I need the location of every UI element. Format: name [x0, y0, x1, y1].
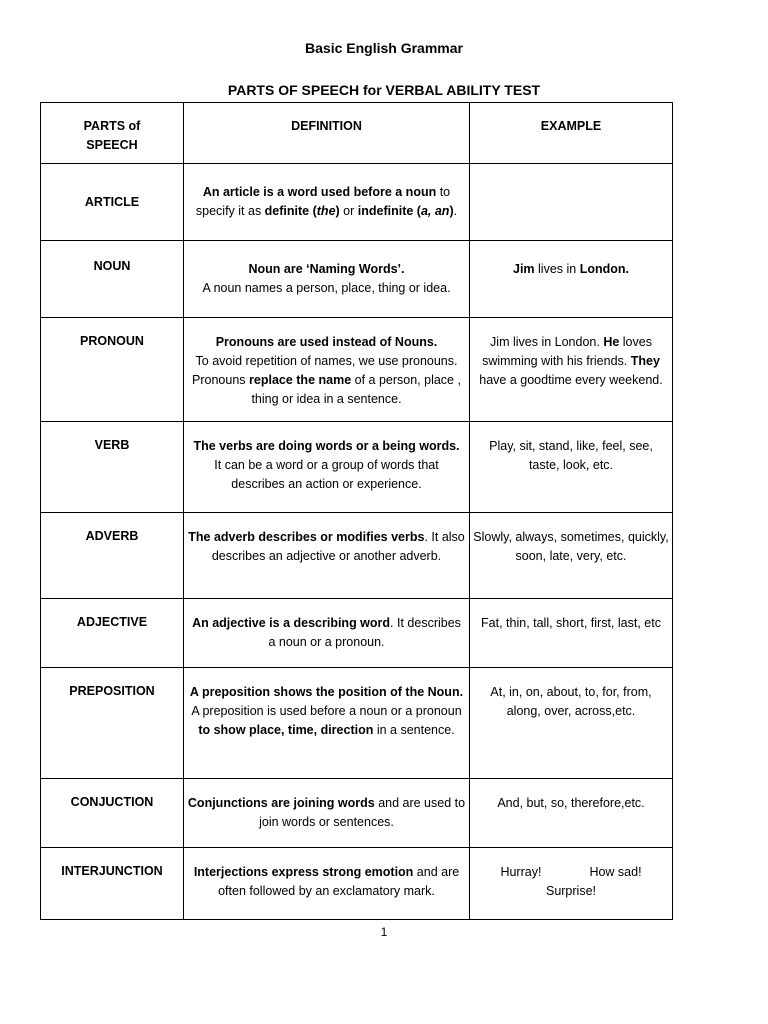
example-cell: [470, 848, 673, 920]
example-text: Slowly, always, sometimes, quickly, soon, late, very, etc.: [473, 530, 669, 563]
term-cell: PREPOSITION: [41, 668, 184, 779]
definition-cell: [184, 164, 470, 241]
example-text: London.: [579, 262, 629, 276]
header-parts-of-speech: [41, 103, 184, 164]
definition-text: An adjective is a describing word: [192, 616, 391, 630]
example-cell: [470, 599, 673, 668]
page-number: 1: [380, 925, 388, 939]
definition-text: and are often followed by an exclamatory mark.: [218, 865, 460, 898]
definition-text: replace the name: [249, 373, 352, 387]
term-cell: VERB: [41, 422, 184, 513]
table-row: [41, 318, 673, 422]
header-parts-of-speech-line2: SPEECH: [86, 138, 138, 152]
definition-text: Pronouns are used instead of Nouns.: [215, 335, 438, 349]
example-cell: [470, 779, 673, 848]
term-cell: PRONOUN: [41, 318, 184, 422]
table-row: [41, 779, 673, 848]
example-text: Hurray!: [500, 865, 542, 879]
example-text: Fat, thin, tall, short, first, last, etc: [481, 616, 661, 630]
definition-cell: [184, 599, 470, 668]
term-cell: INTERJUNCTION: [41, 848, 184, 920]
example-text: Surprise!: [545, 884, 597, 898]
definition-text: An article is a word used before a noun: [202, 185, 437, 199]
definition-cell: [184, 318, 470, 422]
example-cell: [470, 668, 673, 779]
example-text: How sad!: [589, 865, 642, 879]
header-parts-of-speech-line1: PARTS of: [83, 119, 141, 133]
header-example: EXAMPLE: [470, 103, 673, 164]
example-cell: [470, 164, 673, 241]
definition-cell: [184, 848, 470, 920]
parts-of-speech-table: [40, 102, 673, 920]
definition-text: definite (: [264, 204, 317, 218]
definition-text: A preposition shows the position of the Noun.: [189, 685, 464, 699]
example-text: Play, sit, stand, like, feel, see, taste, look, etc.: [489, 439, 653, 472]
example-text: And, but, so, therefore,etc.: [497, 796, 645, 810]
example-text: lives in: [534, 262, 580, 276]
term-cell: ADJECTIVE: [41, 599, 184, 668]
table-row: [41, 599, 673, 668]
term-cell: CONJUCTION: [41, 779, 184, 848]
definition-text: . It describes a noun or a pronoun.: [268, 616, 461, 649]
definition-text: The verbs are doing words or a being words.: [193, 439, 460, 453]
definition-text: and are used to join words or sentences.: [259, 796, 466, 829]
definition-text: indefinite (: [357, 204, 421, 218]
definition-text: It can be a word or a group of words that describes an action or experience.: [214, 458, 439, 491]
definition-text: Interjections express strong emotion: [193, 865, 414, 879]
definition-text: . It also describes an adjective or another adverb.: [211, 530, 465, 563]
example-text: Jim lives in London.: [490, 335, 604, 349]
definition-cell: [184, 513, 470, 599]
definition-cell: [184, 779, 470, 848]
definition-cell: [184, 241, 470, 318]
definition-text: A preposition is used before a noun or a pronoun: [191, 704, 462, 718]
example-cell: [470, 241, 673, 318]
table-header-row: [41, 103, 673, 164]
definition-text: of a person, place , thing or idea in a sentence.: [251, 373, 461, 406]
definition-text: Noun are ‘Naming Words’.: [248, 262, 405, 276]
table-row: [41, 422, 673, 513]
definition-text: the: [316, 204, 336, 218]
definition-text: .: [453, 204, 458, 218]
document-title: Basic English Grammar: [305, 40, 463, 56]
definition-text: Conjunctions are joining words: [187, 796, 375, 810]
definition-text: to show place, time, direction: [198, 723, 374, 737]
definition-text: a, an: [420, 204, 450, 218]
definition-cell: [184, 422, 470, 513]
example-text: They: [630, 354, 660, 368]
table-row: [41, 668, 673, 779]
definition-text: ): [335, 204, 340, 218]
example-text: Jim: [513, 262, 535, 276]
definition-text: A noun names a person, place, thing or idea.: [202, 281, 451, 295]
definition-text: to specify it as: [195, 185, 451, 218]
table-row: [41, 848, 673, 920]
term-cell: ARTICLE: [41, 164, 184, 241]
table-row: [41, 241, 673, 318]
example-text: He: [603, 335, 620, 349]
header-definition: DEFINITION: [184, 103, 470, 164]
definition-text: To avoid repetition of names, we use pronouns. Pronouns: [192, 354, 458, 387]
table-row: [41, 164, 673, 241]
example-cell: [470, 422, 673, 513]
example-cell: [470, 513, 673, 599]
example-cell: [470, 318, 673, 422]
term-cell: NOUN: [41, 241, 184, 318]
definition-text: ): [449, 204, 454, 218]
term-cell: ADVERB: [41, 513, 184, 599]
table-row: [41, 513, 673, 599]
example-text: At, in, on, about, to, for, from, along, over, across,etc.: [490, 685, 652, 718]
definition-text: The adverb describes or modifies verbs: [188, 530, 425, 544]
definition-cell: [184, 668, 470, 779]
document-subtitle: PARTS OF SPEECH for VERBAL ABILITY TEST: [227, 82, 541, 98]
definition-text: or: [339, 204, 358, 218]
example-text: have a goodtime every weekend.: [479, 373, 663, 387]
definition-text: in a sentence.: [373, 723, 455, 737]
example-text: loves swimming with his friends.: [482, 335, 652, 368]
